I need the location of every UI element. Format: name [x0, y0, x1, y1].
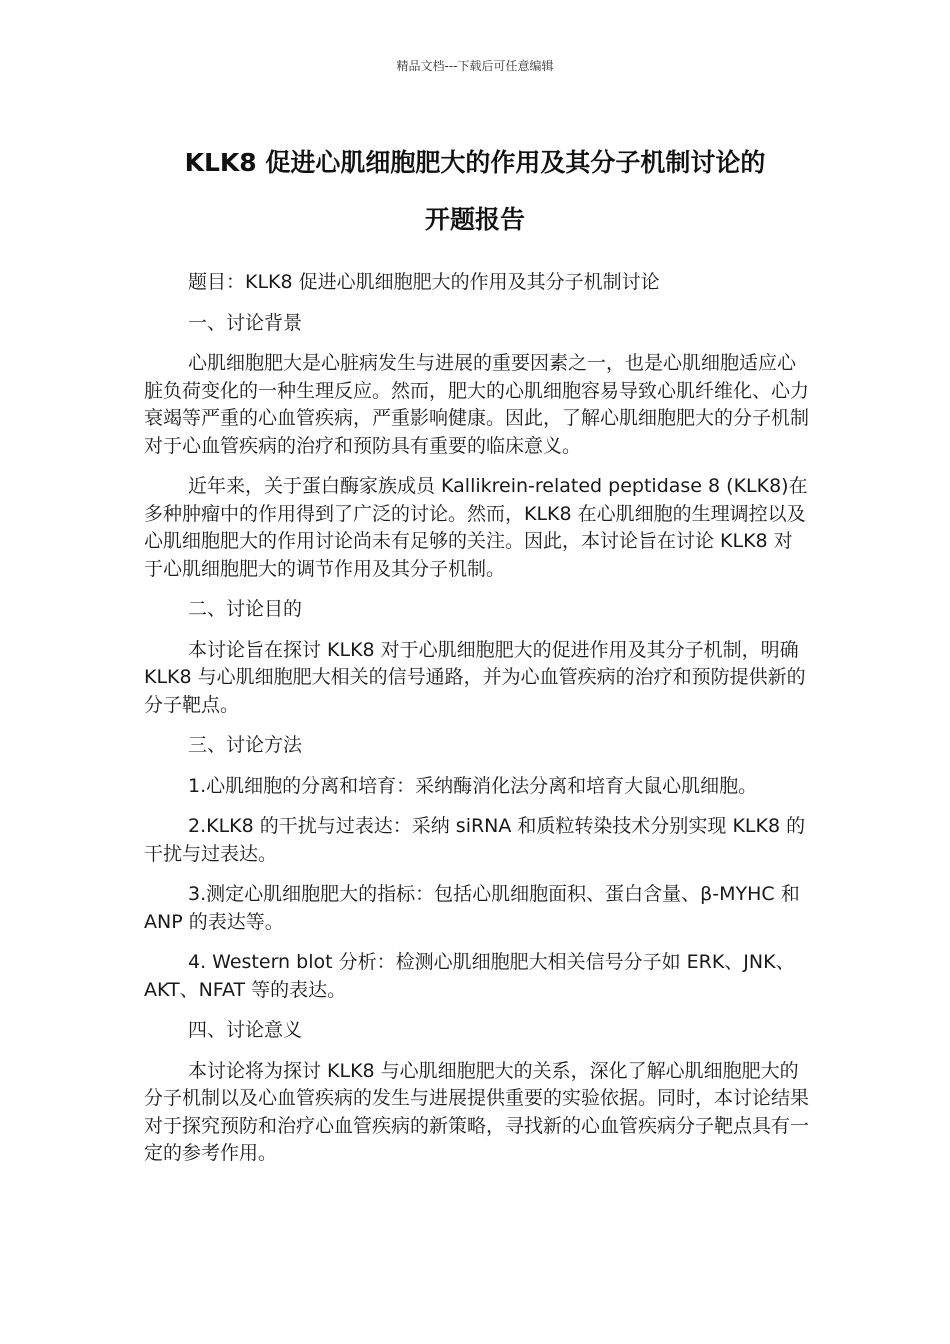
method-item-3: 3.测定心肌细胞肥大的指标：包括心肌细胞面积、蛋白含量、β-MYHC 和 ANP 的表达等。 [144, 883, 800, 933]
method-item-2: 2.KLK8 的干扰与过表达：采纳 siRNA 和质粒转染技术分别实现 KLK8 的干扰与过表达。 [144, 815, 806, 865]
section-heading-purpose: 二、讨论目的 [188, 598, 303, 620]
background-paragraph-2: 近年来，关于蛋白酶家族成员 Kallikrein-related peptidase 8 (KLK8)在多种肿瘤中的作用得到了广泛的讨论。然而，KLK8 在心肌细胞的生理调控以及心肌细胞肥大的作用讨论尚未有足够的关注。因此，本讨论旨在讨论 KLK8 对于心肌细胞肥大的调节作用及其分子机制。 [144, 475, 808, 580]
method-item-1: 1.心肌细胞的分离和培育：采纳酶消化法分离和培育大鼠心肌细胞。 [188, 774, 758, 797]
background-paragraph-1: 心肌细胞肥大是心脏病发生与进展的重要因素之一，也是心肌细胞适应心脏负荷变化的一种生理反应。然而，肥大的心肌细胞容易导致心肌纤维化、心力衰竭等严重的心血管疾病，严重影响健康。因此，了解心肌细胞肥大的分子机制对于心血管疾病的治疗和预防具有重要的临床意义。 [144, 352, 810, 457]
title-line-2: 开题报告 [424, 205, 525, 234]
section-heading-background: 一、讨论背景 [188, 311, 303, 334]
section-heading-methods: 三、讨论方法 [188, 734, 303, 756]
section-heading-significance: 四、讨论意义 [188, 1019, 303, 1041]
document-title [100, 134, 850, 248]
method-item-4: 4. Western blot 分析：检测心肌细胞肥大相关信号分子如 ERK、JNK、AKT、NFAT 等的表达。 [144, 951, 795, 1001]
topic-line: 题目：KLK8 促进心肌细胞肥大的作用及其分子机制讨论 [188, 271, 660, 293]
significance-paragraph: 本讨论将为探讨 KLK8 与心肌细胞肥大的关系，深化了解心肌细胞肥大的分子机制以及心血管疾病的发生与进展提供重要的实验依据。同时，本讨论结果对于探究预防和治疗心血管疾病的新策略，寻找新的心血管疾病分子靶点具有一定的参考作用。 [144, 1059, 810, 1164]
header-note: 精品文档---下载后可任意编辑 [396, 59, 554, 73]
document-body [144, 269, 810, 1181]
purpose-paragraph: 本讨论旨在探讨 KLK8 对于心肌细胞肥大的促进作用及其分子机制，明确 KLK8 与心肌细胞肥大相关的信号通路，并为心血管疾病的治疗和预防提供新的分子靶点。 [144, 638, 806, 716]
title-line-1: KLK8 促进心肌细胞肥大的作用及其分子机制讨论的 [184, 148, 766, 177]
